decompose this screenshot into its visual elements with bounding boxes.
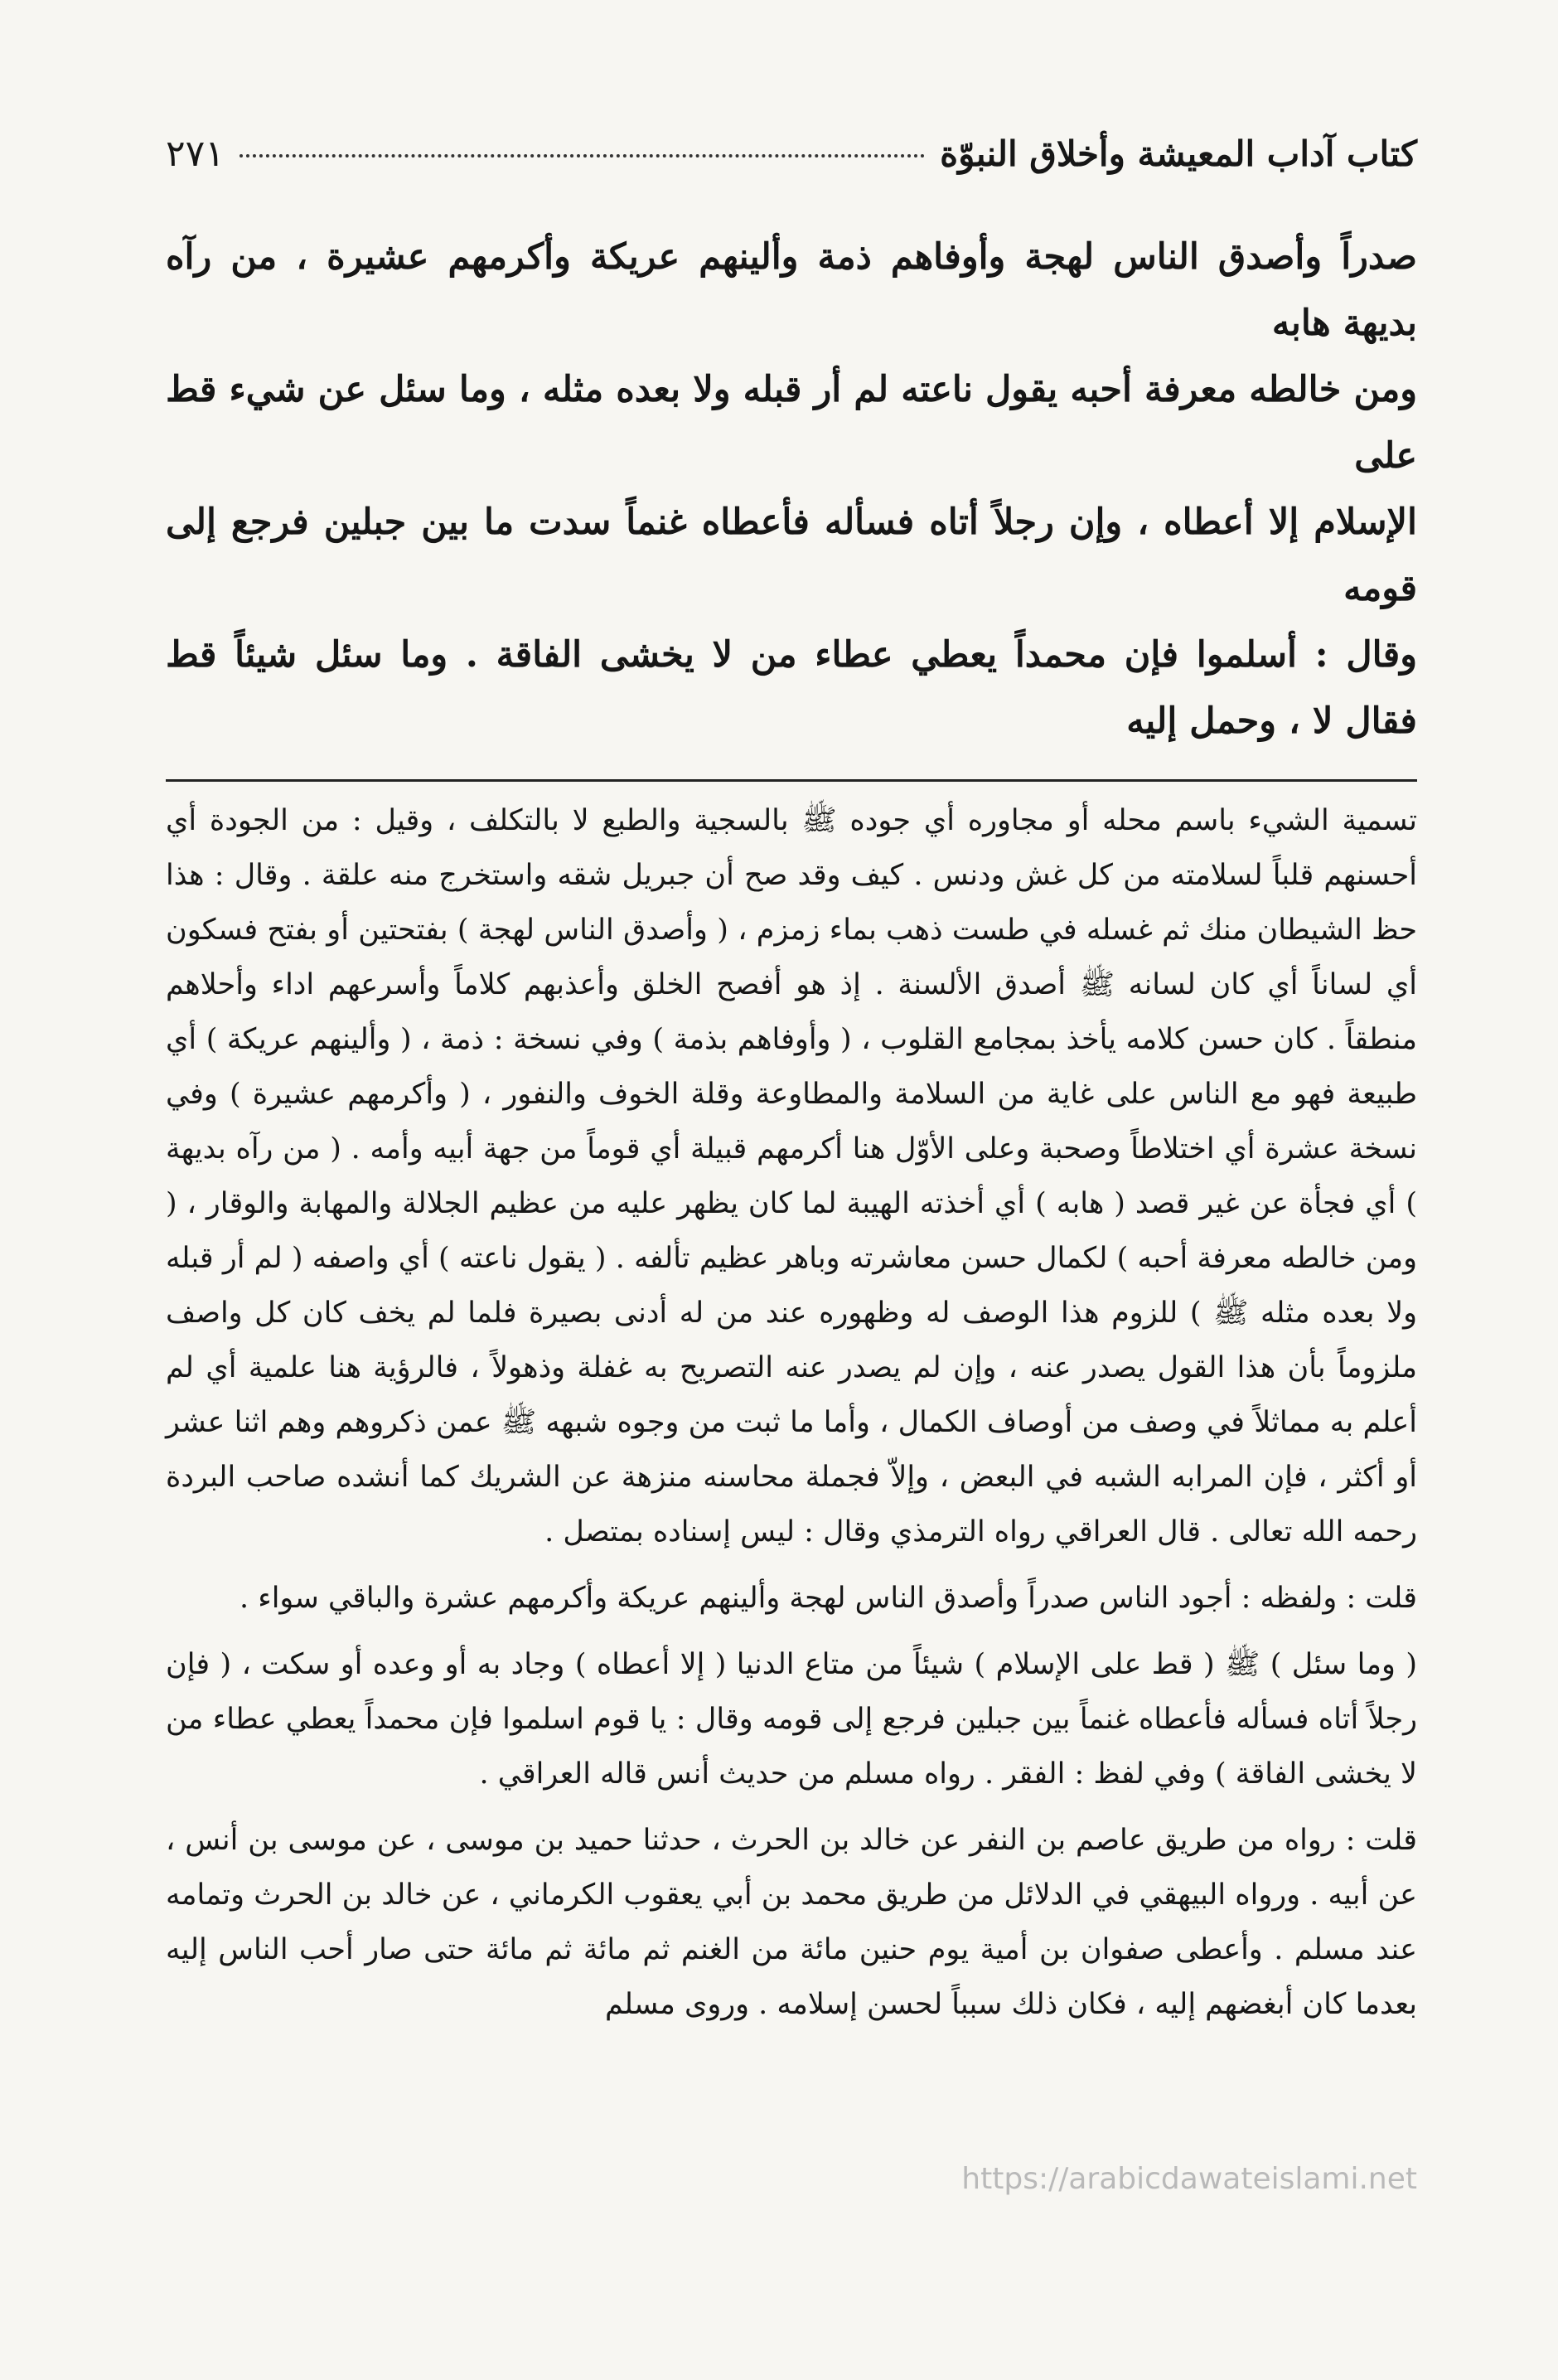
book-page xyxy=(166,133,1417,2043)
watermark-url: https://arabicdawateislami.net xyxy=(961,2162,1417,2196)
commentary xyxy=(166,793,1417,2032)
commentary-paragraph: قلت : ولفظه : أجود الناس صدراً وأصدق الناس لهجة وألينهم عريكة وأكرمهم عشرة والباقي سواء . xyxy=(239,1582,1417,1615)
commentary-paragraph: قلت : رواه من طريق عاصم بن النفر عن خالد بن الحرث ، حدثنا حميد بن موسى ، عن موسى بن أنس ، عن أبيه . ورواه البيهقي في الدلائل من طريق محمد بن أبي يعقوب الكرماني ، عن خالد بن الحرث وتمامه عند مسلم . وأعطى صفوان بن أمية يوم حنين مائة من الغنم ثم مائة ثم مائة حتى صار أحب الناس إليه بعدما كان أبغضهم إليه ، فكان ذلك سبباً لحسن إسلامه . وروى مسلم xyxy=(166,1824,1417,2021)
commentary-paragraph: تسمية الشيء باسم محله أو مجاوره أي جوده ﷺ بالسجية والطبع لا بالتكلف ، وقيل : من الجودة أي أحسنهم قلباً لسلامته من كل غش ودنس . كيف وقد صح أن جبريل شقه واستخرج منه علقة . وقال : هذا حظ الشيطان منك ثم غسله في طست ذهب بماء زمزم ، ( وأصدق الناس لهجة ) بفتحتين أو بفتح فسكون أي لساناً أي كان لسانه ﷺ أصدق الألسنة . إذ هو أفصح الخلق وأعذبهم كلاماً وأسرعهم اداء وأحلاهم منطقاً . كان حسن كلامه يأخذ بمجامع القلوب ، ( وأوفاهم بذمة ) وفي نسخة : ذمة ، ( وألينهم عريكة ) أي طبيعة فهو مع الناس على غاية من السلامة والمطاوعة وقلة الخوف والنفور ، ( وأكرمهم عشيرة ) وفي نسخة عشرة أي اختلاطاً وصحبة وعلى الأوّل هنا أكرمهم قبيلة أي قوماً من جهة أبيه وأمه . ( من رآه بديهة ) أي فجأة عن غير قصد ( هابه ) أي أخذته الهيبة لما كان يظهر عليه من عظيم الجلالة والمهابة والوقار ، ( ومن خالطه معرفة أحبه ) لكمال حسن معاشرته وباهر عظيم تألفه . ( يقول ناعته ) أي واصفه ( لم أر قبله ولا بعده مثله ﷺ ) للزوم هذا الوصف له وظهوره عند من له أدنى بصيرة فلما لم يخف كان كل واصف ملزوماً بأن هذا القول يصدر عنه ، وإن لم يصدر عنه التصريح به غفلة وذهولاً ، فالرؤية هنا علمية أي لم أعلم به مماثلاً في وصف من أوصاف الكمال ، وأما ما ثبت من وجوه شبهه ﷺ عمن ذكروهم وهم اثنا عشر أو أكثر ، فإن المرابه الشبه في البعض ، وإلاّ فجملة محاسنه منزهة عن الشريك كما أنشده صاحب البردة رحمه الله تعالى . قال العراقي رواه الترمذي وقال : ليس إسناده بمتصل . xyxy=(166,804,1417,1549)
main-line: وقال : أسلموا فإن محمداً يعطي عطاء من لا يخشى الفاقة . وما سئل شيئاً قط فقال لا ، وحمل إليه xyxy=(166,634,1417,742)
page-number: ٢٧١ xyxy=(166,133,225,175)
main-line: الإسلام إلا أعطاه ، وإن رجلاً أتاه فسأله فأعطاه غنماً سدت ما بين جبلين فرجع إلى قومه xyxy=(166,502,1417,609)
main-line: ومن خالطه معرفة أحبه يقول ناعته لم أر قبله ولا بعده مثله ، وما سئل عن شيء قط على xyxy=(166,369,1417,477)
divider-rule xyxy=(166,779,1417,782)
leader-dots xyxy=(240,154,925,158)
main-line: صدراً وأصدق الناس لهجة وأوفاهم ذمة وألينهم عريكة وأكرمهم عشيرة ، من رآه بديهة هابه xyxy=(166,236,1417,344)
main-text xyxy=(166,224,1417,754)
book-title: كتاب آداب المعيشة وأخلاق النبوّة xyxy=(940,133,1417,174)
running-header xyxy=(166,133,1417,191)
commentary-paragraph: ( وما سئل ) ﷺ ( قط على الإسلام ) شيئاً من متاع الدنيا ( إلا أعطاه ) وجاد به أو وعده أو سكت ، ( فإن رجلاً أتاه فسأله فأعطاه غنماً بين جبلين فرجع إلى قومه وقال : يا قوم اسلموا فإن محمداً يعطي عطاء من لا يخشى الفاقة ) وفي لفظ : الفقر . رواه مسلم من حديث أنس قاله العراقي . xyxy=(166,1648,1417,1791)
